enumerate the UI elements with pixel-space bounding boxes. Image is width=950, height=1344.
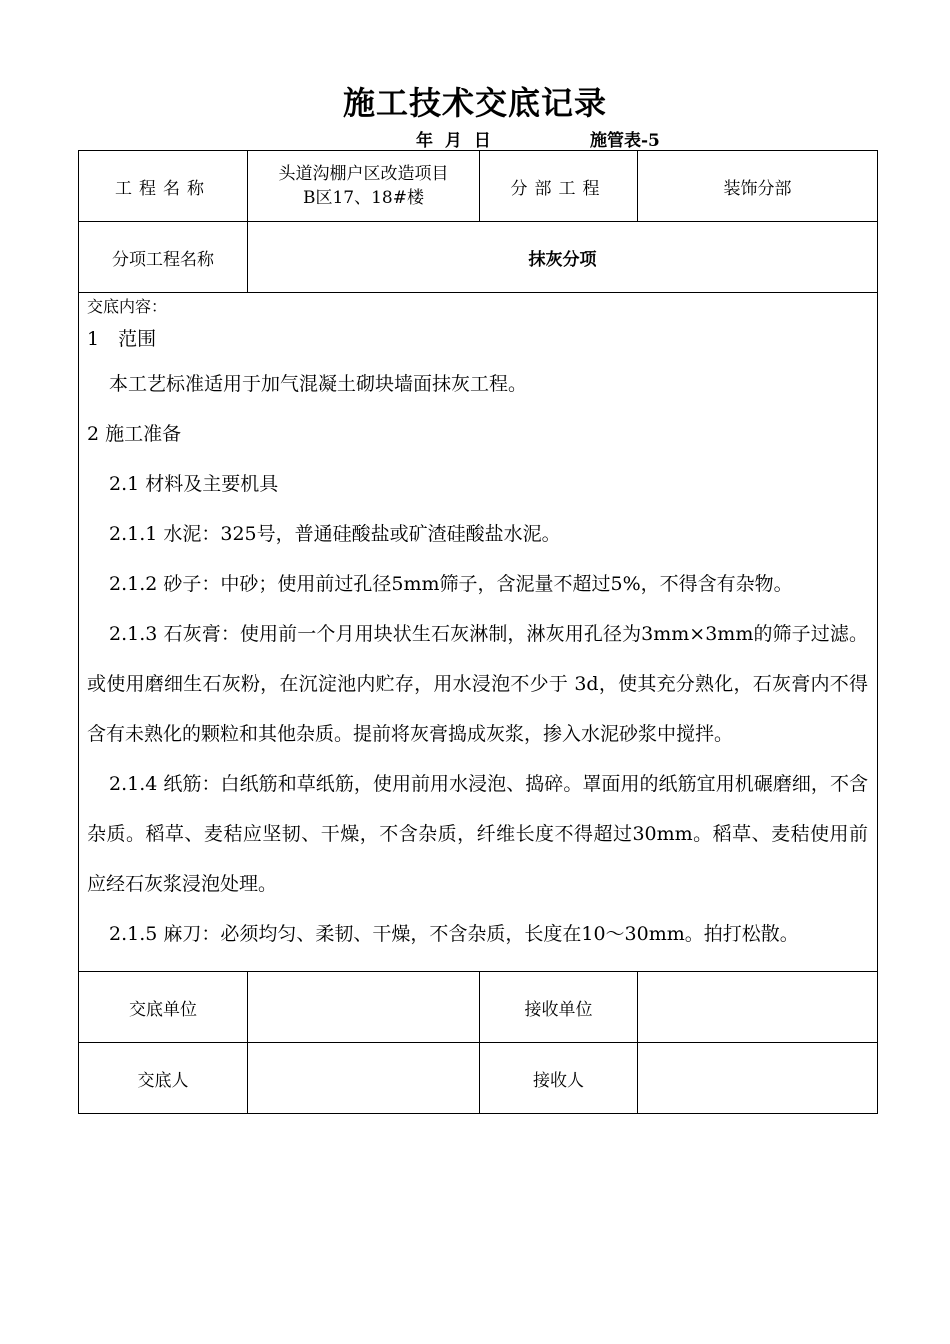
- content-row: [79, 293, 878, 972]
- date-line: 年 月 日: [416, 131, 491, 151]
- section-2-1-heading: 2.1 材料及主要机具: [109, 473, 279, 495]
- project-name-value: [248, 151, 480, 222]
- paragraph-2-1-3: 2.1.3 石灰膏：使用前一个月用块状生石灰淋制，淋灰用孔径为3mm×3mm的筛子过滤。或使用磨细生石灰粉，在沉淀池内贮存，用水浸泡不少于 3d，使其充分熟化，石灰膏内不得含有未熟化的颗粒和其他杂质。提前将灰膏捣成灰浆，掺入水泥砂浆中搅拌。: [87, 623, 868, 745]
- content-label: 交底内容：: [87, 297, 168, 316]
- receive-unit-value[interactable]: [638, 972, 878, 1043]
- paragraph-2-1-1: 2.1.1 水泥：325号，普通硅酸盐或矿渣硅酸盐水泥。: [109, 523, 561, 545]
- unit-row: [79, 972, 878, 1043]
- subitem-value: 抹灰分项: [248, 222, 878, 293]
- handover-unit-label: 交底单位: [79, 972, 248, 1043]
- paragraph-2-1-2: 2.1.2 砂子：中砂；使用前过孔径5mm筛子，含泥量不超过5%，不得含有杂物。: [109, 573, 793, 595]
- project-name-line2: B区17、18#楼: [302, 188, 424, 208]
- paragraph-2-1-5: 2.1.5 麻刀：必须均匀、柔韧、干燥，不含杂质，长度在10～30mm。拍打松散。: [109, 923, 799, 945]
- project-name-label: 工程名称: [79, 151, 248, 222]
- content-cell: [79, 293, 878, 972]
- division-value: 装饰分部: [638, 151, 878, 222]
- receive-unit-label: 接收单位: [480, 972, 638, 1043]
- division-label: 分部工程: [480, 151, 638, 222]
- content-body: [87, 319, 868, 959]
- project-name-line1: 头道沟棚户区改造项目: [278, 164, 449, 184]
- section-2-heading: 2 施工准备: [87, 423, 182, 445]
- receiver-label: 接收人: [480, 1043, 638, 1114]
- handover-person-value[interactable]: [248, 1043, 480, 1114]
- person-row: [79, 1043, 878, 1114]
- form-number: 施管表-5: [590, 131, 660, 151]
- handover-person-label: 交底人: [79, 1043, 248, 1114]
- record-table: [78, 150, 878, 1114]
- page-title: 施工技术交底记录: [342, 84, 607, 122]
- section-1-text: 本工艺标准适用于加气混凝土砌块墙面抹灰工程。: [109, 373, 528, 395]
- subitem-row: [79, 222, 878, 293]
- subitem-label: 分项工程名称: [79, 222, 248, 293]
- project-row: [79, 151, 878, 222]
- paragraph-2-1-4: 2.1.4 纸筋：白纸筋和草纸筋，使用前用水浸泡、捣碎。罩面用的纸筋宜用机碾磨细，不含杂质。稻草、麦秸应坚韧、干燥，不含杂质，纤维长度不得超过30mm。稻草、麦秸使用前应经石灰浆浸泡处理。: [87, 773, 868, 895]
- handover-unit-value[interactable]: [248, 972, 480, 1043]
- section-1-heading: 1 范围: [87, 328, 157, 350]
- receiver-value[interactable]: [638, 1043, 878, 1114]
